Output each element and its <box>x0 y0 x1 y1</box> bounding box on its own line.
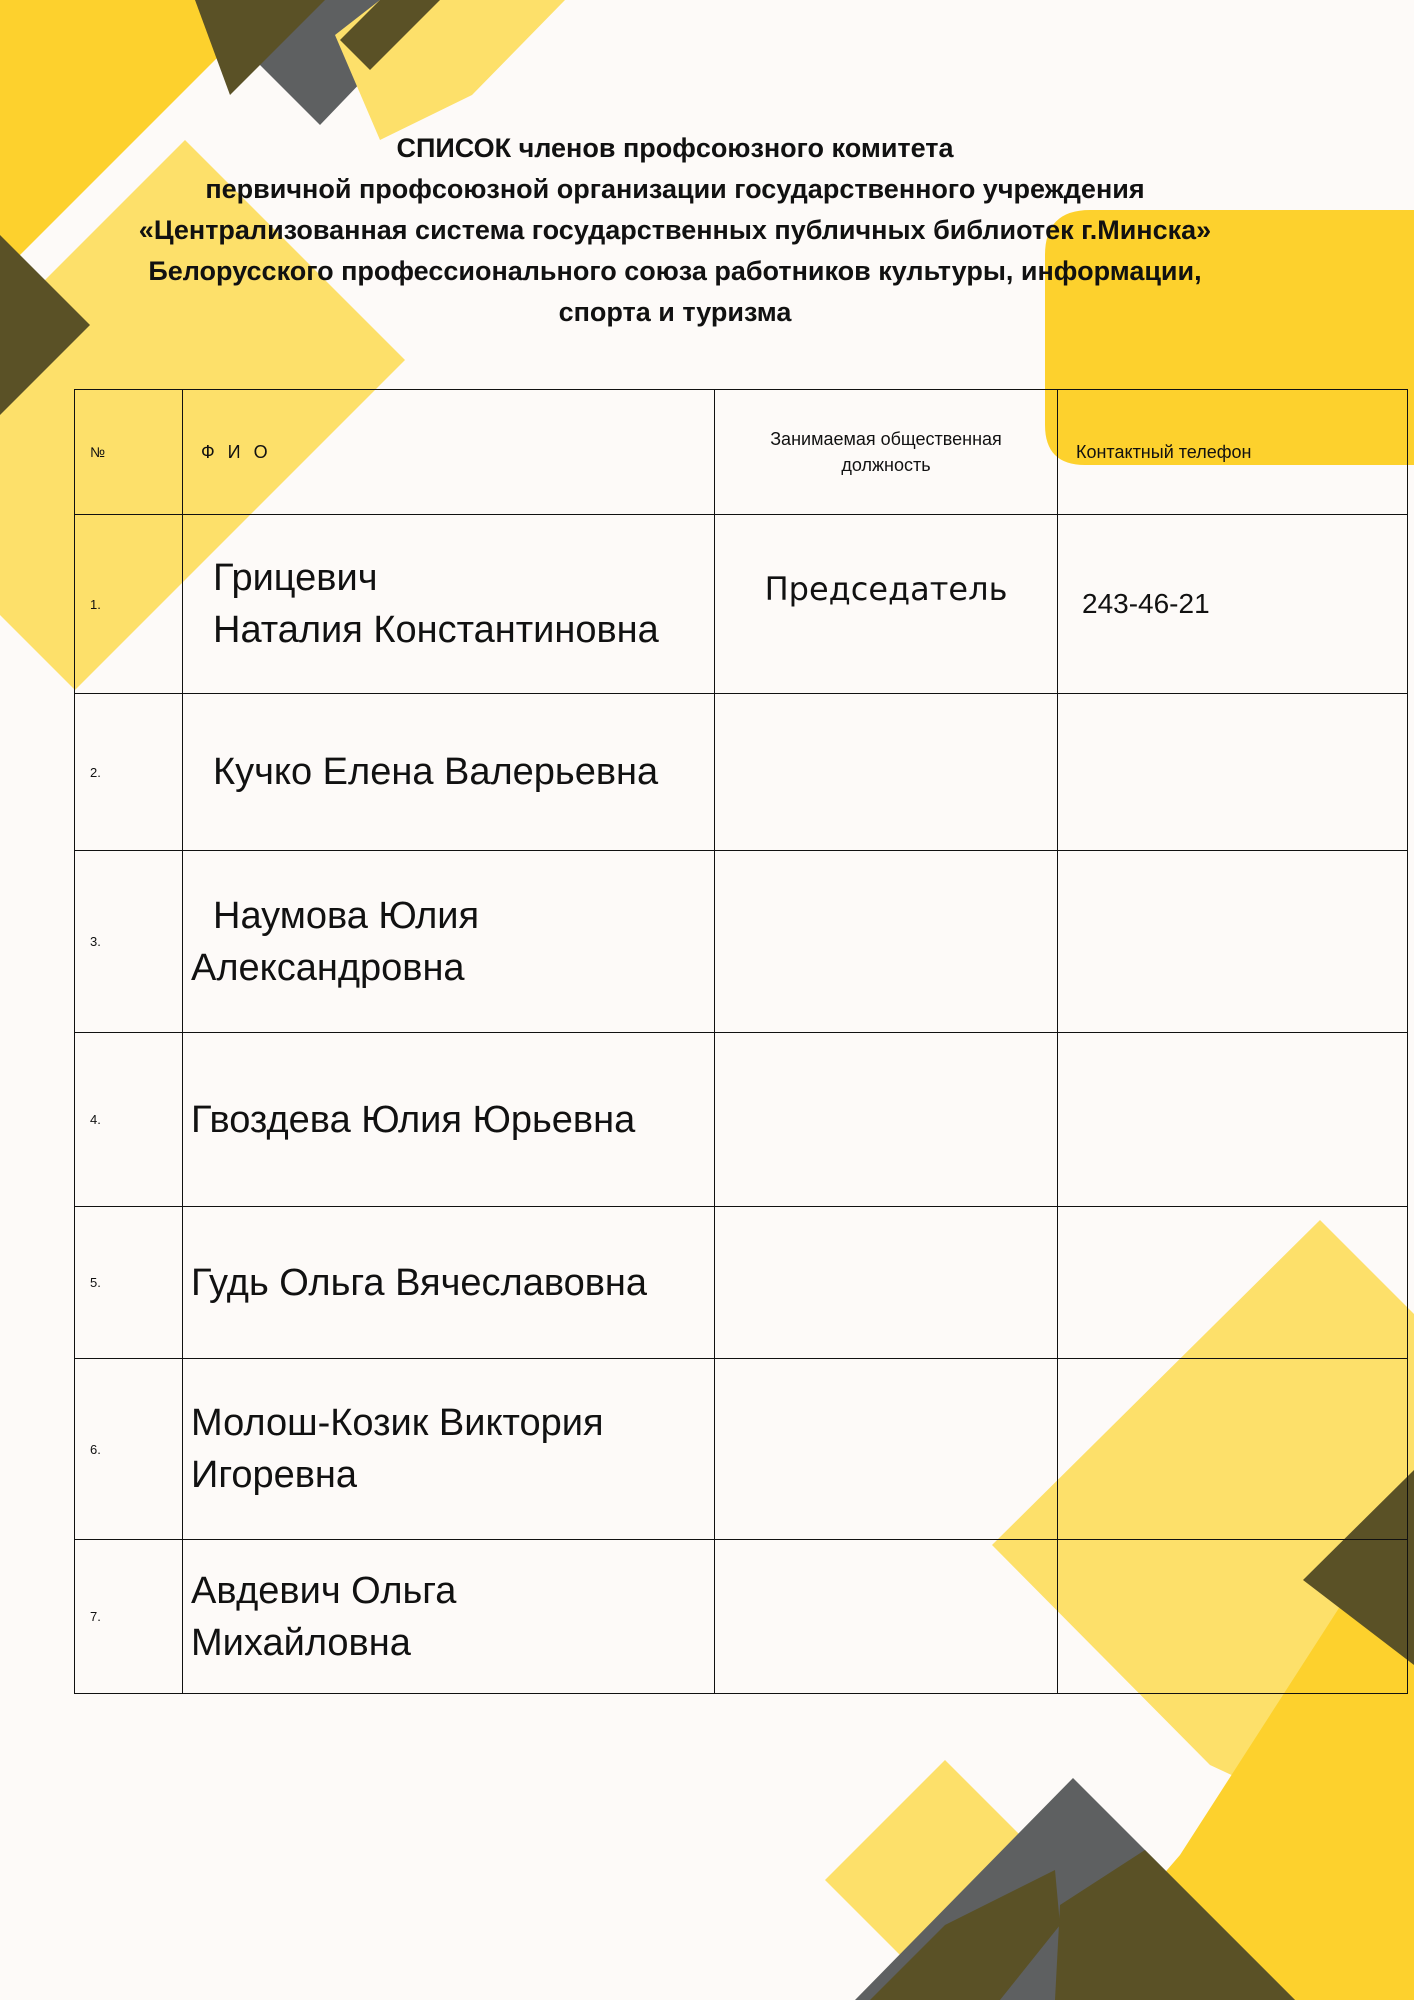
table-header-row <box>75 390 1408 515</box>
member-phone <box>1058 1359 1408 1540</box>
table-row <box>75 1033 1408 1207</box>
member-name-line: Игоревна <box>191 1454 358 1496</box>
table-row <box>75 1359 1408 1540</box>
member-name <box>183 515 715 694</box>
member-position <box>715 1207 1058 1359</box>
member-name-line: Молош-Козик Виктория <box>191 1402 604 1444</box>
title-line: спорта и туризма <box>558 297 792 327</box>
table-row <box>75 851 1408 1033</box>
member-position <box>715 694 1058 851</box>
member-name-line: Михайловна <box>191 1621 411 1664</box>
document-title <box>60 128 1290 333</box>
member-name-line: Гудь Ольга Вячеславовна <box>191 1261 648 1304</box>
row-number: 1. <box>75 515 183 694</box>
member-name <box>183 851 715 1033</box>
member-position <box>715 1540 1058 1694</box>
member-name-line: Грицевич <box>213 557 378 599</box>
title-line: первичной профсоюзной организации государственного учреждения <box>205 174 1145 204</box>
table-row <box>75 1540 1408 1694</box>
table-row <box>75 1207 1408 1359</box>
member-phone <box>1058 851 1408 1033</box>
row-number: 4. <box>75 1033 183 1207</box>
header-position: Занимаемая общественная должность <box>715 390 1058 515</box>
title-line: «Централизованная система государственных публичных библиотек г.Минска» <box>138 215 1212 245</box>
phone-value: 243-46-21 <box>1082 588 1210 619</box>
header-phone: Контактный телефон <box>1058 390 1408 515</box>
row-number: 5. <box>75 1207 183 1359</box>
table-row <box>75 694 1408 851</box>
row-number: 3. <box>75 851 183 1033</box>
members-table <box>74 389 1408 1694</box>
position-value: Председатель <box>764 570 1008 608</box>
member-name <box>183 1207 715 1359</box>
member-name-line: Кучко Елена Валерьевна <box>213 751 659 793</box>
member-name-line: Авдевич Ольга <box>191 1569 457 1612</box>
member-phone <box>1058 515 1408 694</box>
member-phone <box>1058 694 1408 851</box>
member-position <box>715 851 1058 1033</box>
member-phone <box>1058 1540 1408 1694</box>
member-phone <box>1058 1033 1408 1207</box>
header-name: Ф И О <box>183 390 715 515</box>
row-number: 2. <box>75 694 183 851</box>
title-line: СПИСОК членов профсоюзного комитета <box>396 133 954 163</box>
member-name <box>183 694 715 851</box>
member-name-line: Гвоздева Юлия Юрьевна <box>191 1098 636 1141</box>
member-position <box>715 1033 1058 1207</box>
title-line: Белорусского профессионального союза работников культуры, информации, <box>148 256 1202 286</box>
row-number: 6. <box>75 1359 183 1540</box>
member-position <box>715 515 1058 694</box>
member-name <box>183 1359 715 1540</box>
header-number: № <box>75 390 183 515</box>
table-row <box>75 515 1408 694</box>
member-name-line: Александровна <box>191 946 465 989</box>
member-phone <box>1058 1207 1408 1359</box>
member-name-line: Наталия Константиновна <box>213 609 659 651</box>
member-name-line: Наумова Юлия <box>213 894 480 937</box>
member-position <box>715 1359 1058 1540</box>
member-name <box>183 1540 715 1694</box>
row-number: 7. <box>75 1540 183 1694</box>
member-name <box>183 1033 715 1207</box>
